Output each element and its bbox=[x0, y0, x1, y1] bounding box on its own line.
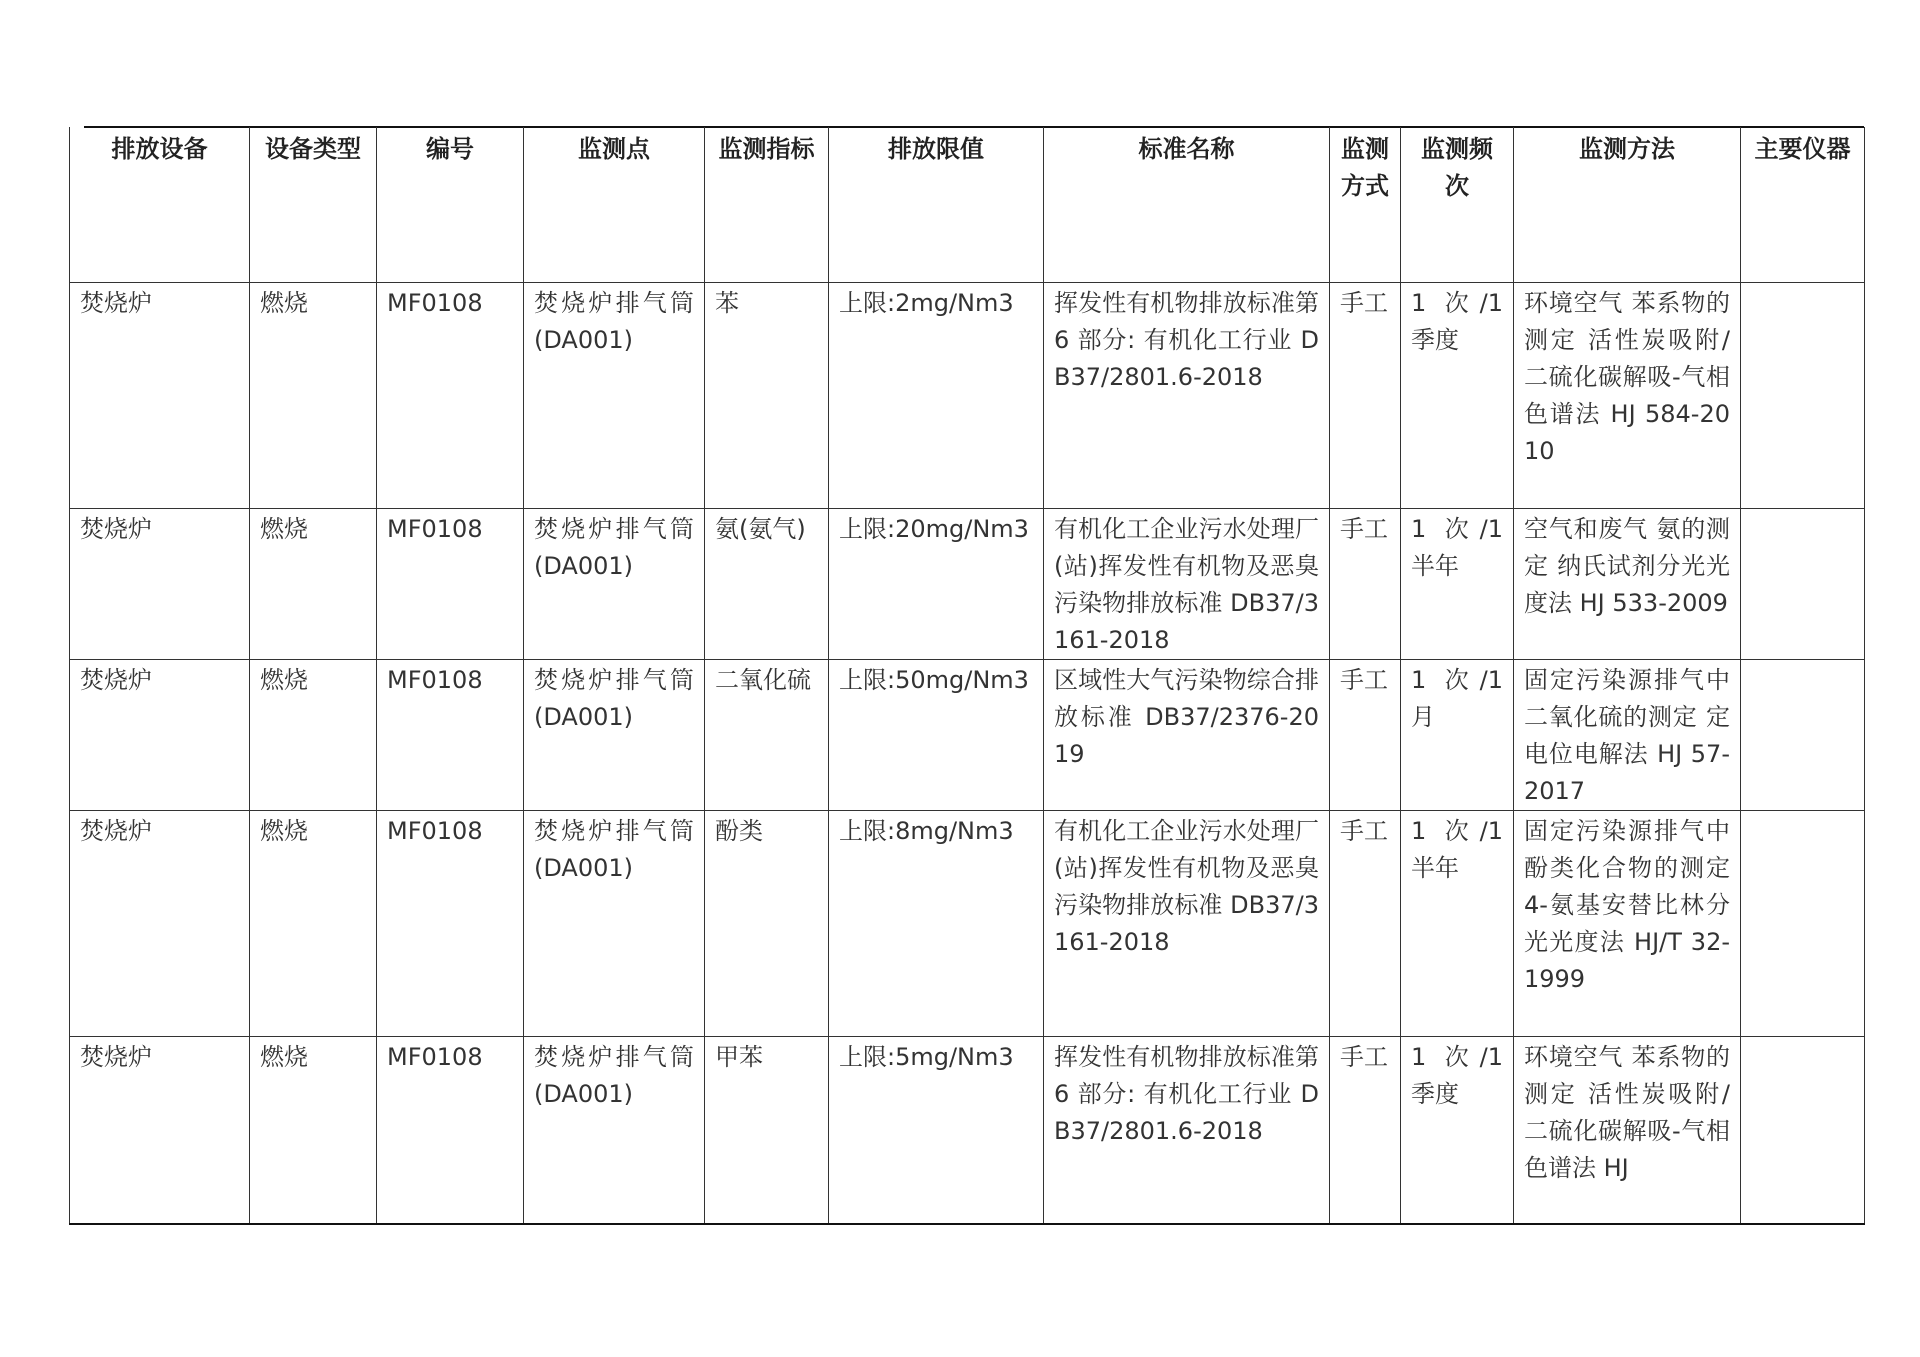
cell-method: 空气和废气 氨的测定 纳氏试剂分光光度法 HJ 533-2009 bbox=[1514, 508, 1741, 659]
cell-index: 甲苯 bbox=[705, 1036, 829, 1224]
cell-device: 焚烧炉 bbox=[70, 508, 250, 659]
cell-device: 焚烧炉 bbox=[70, 659, 250, 810]
cell-id: MF0108 bbox=[377, 1036, 524, 1224]
cell-method: 固定污染源排气中二氧化硫的测定 定电位电解法 HJ 57-2017 bbox=[1514, 659, 1741, 810]
cell-type: 燃烧 bbox=[250, 1036, 377, 1224]
header-type: 设备类型 bbox=[250, 127, 377, 282]
cell-frequency: 1 次/1 半年 bbox=[1401, 508, 1514, 659]
cell-instrument bbox=[1741, 1036, 1865, 1224]
monitoring-table bbox=[69, 127, 1865, 1225]
header-limit: 排放限值 bbox=[829, 127, 1044, 282]
cell-index: 苯 bbox=[705, 282, 829, 508]
cell-standard: 挥发性有机物排放标准第 6 部分: 有机化工行业 DB37/2801.6-2018 bbox=[1044, 1036, 1330, 1224]
cell-index: 酚类 bbox=[705, 810, 829, 1036]
header-frequency: 监测频次 bbox=[1401, 127, 1514, 282]
cell-device: 焚烧炉 bbox=[70, 282, 250, 508]
cell-limit: 上限:5mg/Nm3 bbox=[829, 1036, 1044, 1224]
cell-point: 焚烧炉排气筒(DA001) bbox=[524, 282, 705, 508]
cell-instrument bbox=[1741, 282, 1865, 508]
cell-frequency: 1 次/1 季度 bbox=[1401, 1036, 1514, 1224]
header-id: 编号 bbox=[377, 127, 524, 282]
cell-standard: 有机化工企业污水处理厂(站)挥发性有机物及恶臭污染物排放标准 DB37/3161-2018 bbox=[1044, 508, 1330, 659]
header-instrument: 主要仪器 bbox=[1741, 127, 1865, 282]
cell-mode: 手工 bbox=[1330, 508, 1401, 659]
cell-limit: 上限:50mg/Nm3 bbox=[829, 659, 1044, 810]
cell-mode: 手工 bbox=[1330, 282, 1401, 508]
cell-point: 焚烧炉排气筒(DA001) bbox=[524, 1036, 705, 1224]
table-header-row bbox=[70, 127, 1865, 282]
cell-method: 固定污染源排气中酚类化合物的测定 4-氨基安替比林分光光度法 HJ/T 32-1999 bbox=[1514, 810, 1741, 1036]
table-row bbox=[70, 1036, 1865, 1224]
cell-mode: 手工 bbox=[1330, 810, 1401, 1036]
cell-instrument bbox=[1741, 810, 1865, 1036]
cell-limit: 上限:20mg/Nm3 bbox=[829, 508, 1044, 659]
table-row bbox=[70, 659, 1865, 810]
cell-standard: 有机化工企业污水处理厂(站)挥发性有机物及恶臭污染物排放标准 DB37/3161-2018 bbox=[1044, 810, 1330, 1036]
cell-type: 燃烧 bbox=[250, 810, 377, 1036]
cell-point: 焚烧炉排气筒(DA001) bbox=[524, 508, 705, 659]
cell-type: 燃烧 bbox=[250, 659, 377, 810]
header-mode: 监测方式 bbox=[1330, 127, 1401, 282]
cell-device: 焚烧炉 bbox=[70, 810, 250, 1036]
cell-index: 二氧化硫 bbox=[705, 659, 829, 810]
header-method: 监测方法 bbox=[1514, 127, 1741, 282]
cell-method: 环境空气 苯系物的测定 活性炭吸附/二硫化碳解吸-气相色谱法 HJ bbox=[1514, 1036, 1741, 1224]
cell-instrument bbox=[1741, 659, 1865, 810]
cell-type: 燃烧 bbox=[250, 508, 377, 659]
table-row bbox=[70, 810, 1865, 1036]
cell-limit: 上限:2mg/Nm3 bbox=[829, 282, 1044, 508]
cell-limit: 上限:8mg/Nm3 bbox=[829, 810, 1044, 1036]
cell-standard: 挥发性有机物排放标准第 6 部分: 有机化工行业 DB37/2801.6-2018 bbox=[1044, 282, 1330, 508]
cell-frequency: 1 次/1 半年 bbox=[1401, 810, 1514, 1036]
cell-id: MF0108 bbox=[377, 659, 524, 810]
cell-id: MF0108 bbox=[377, 810, 524, 1036]
table-row bbox=[70, 508, 1865, 659]
header-point: 监测点 bbox=[524, 127, 705, 282]
cell-mode: 手工 bbox=[1330, 659, 1401, 810]
cell-type: 燃烧 bbox=[250, 282, 377, 508]
cell-standard: 区域性大气污染物综合排放标准 DB37/2376-2019 bbox=[1044, 659, 1330, 810]
cell-instrument bbox=[1741, 508, 1865, 659]
cell-point: 焚烧炉排气筒(DA001) bbox=[524, 659, 705, 810]
cell-id: MF0108 bbox=[377, 282, 524, 508]
cell-mode: 手工 bbox=[1330, 1036, 1401, 1224]
cell-point: 焚烧炉排气筒(DA001) bbox=[524, 810, 705, 1036]
table-row bbox=[70, 282, 1865, 508]
cell-index: 氨(氨气) bbox=[705, 508, 829, 659]
header-index: 监测指标 bbox=[705, 127, 829, 282]
cell-frequency: 1 次/1 月 bbox=[1401, 659, 1514, 810]
cell-frequency: 1 次/1 季度 bbox=[1401, 282, 1514, 508]
cell-method: 环境空气 苯系物的测定 活性炭吸附/二硫化碳解吸-气相色谱法 HJ 584-2010 bbox=[1514, 282, 1741, 508]
cell-id: MF0108 bbox=[377, 508, 524, 659]
cell-device: 焚烧炉 bbox=[70, 1036, 250, 1224]
header-device: 排放设备 bbox=[70, 127, 250, 282]
header-standard: 标准名称 bbox=[1044, 127, 1330, 282]
